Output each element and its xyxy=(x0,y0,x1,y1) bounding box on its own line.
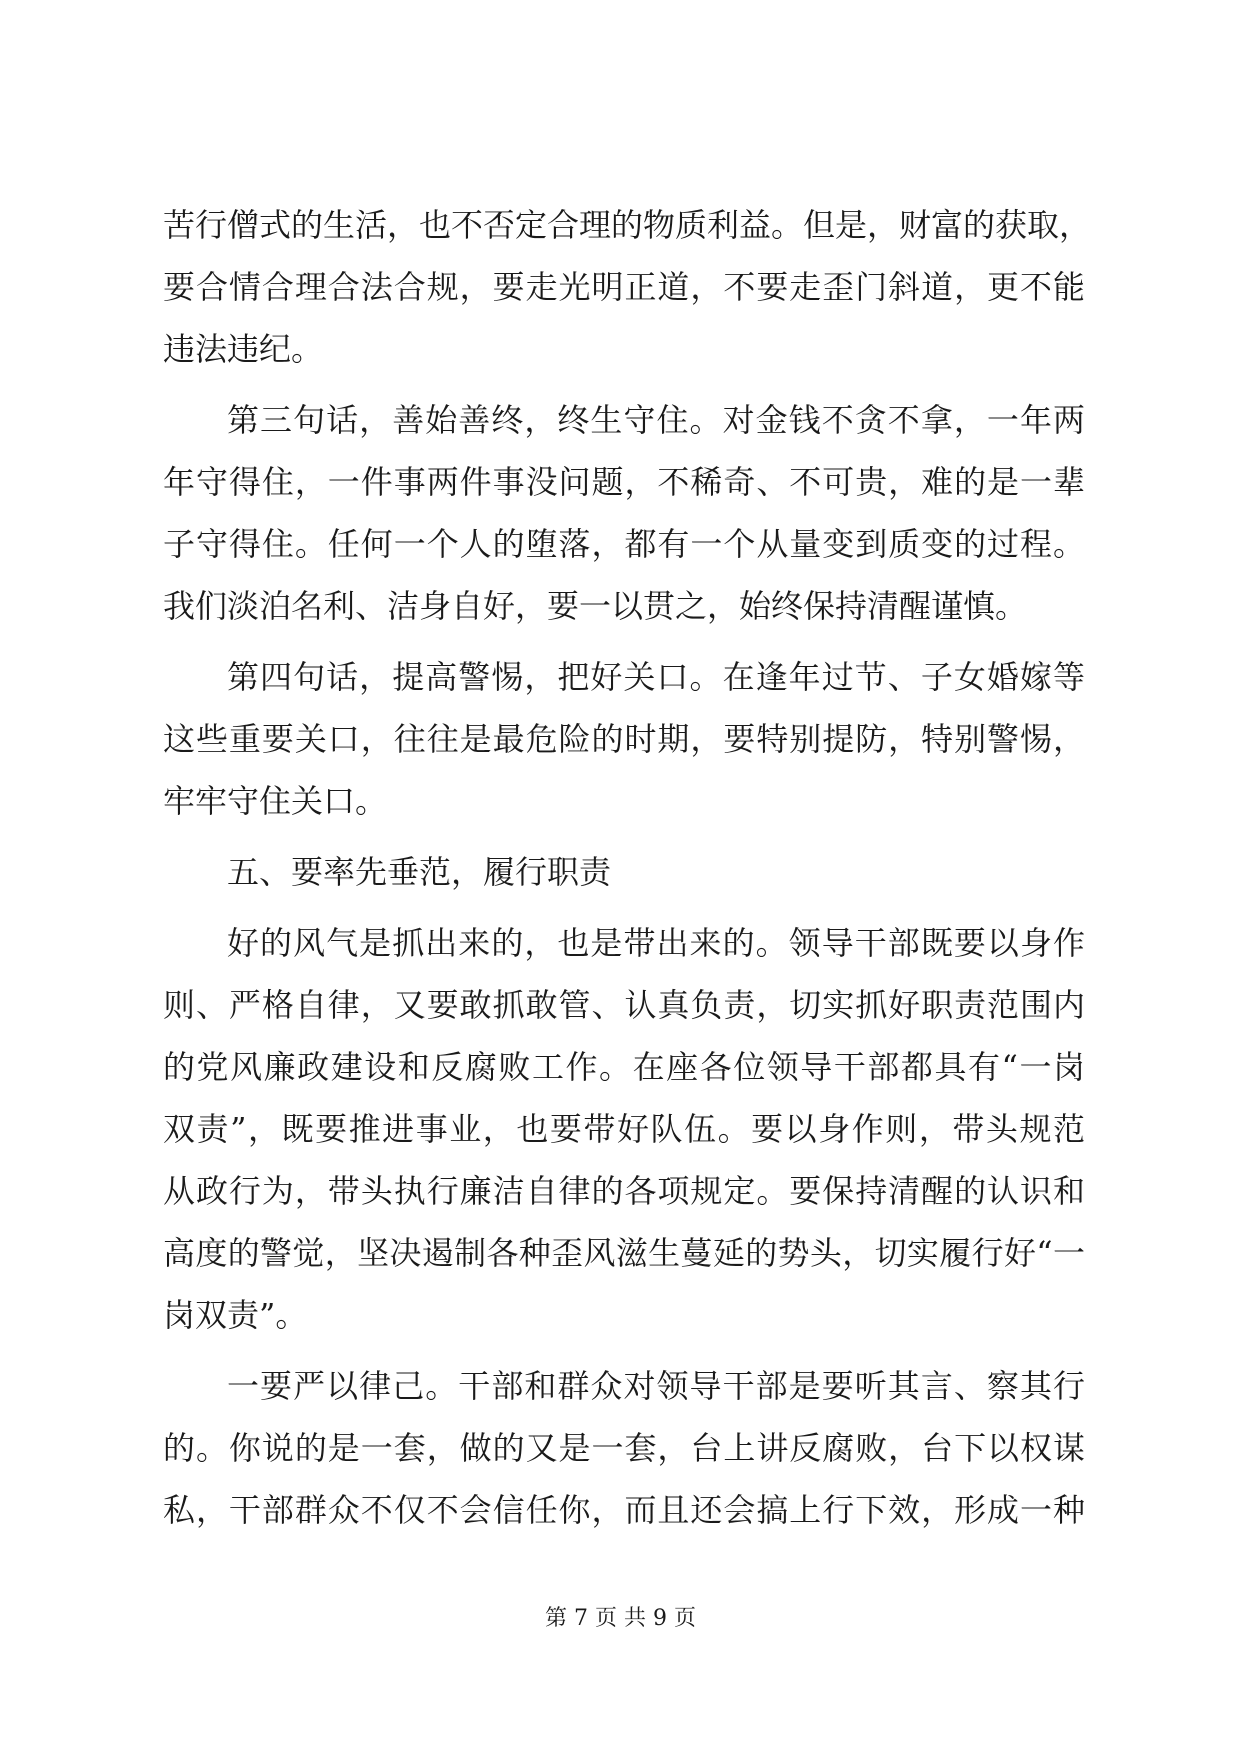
text-line: 违法违纪。 xyxy=(163,330,324,368)
text-line: 的党风廉政建设和反腐败工作。在座各位领导干部都具有“一岗 xyxy=(163,1048,1085,1086)
text-line: 我们淡泊名利、洁身自好，要一以贯之，始终保持清醒谨慎。 xyxy=(163,587,1028,625)
paragraph xyxy=(163,646,1085,832)
page-number-footer: 第 7 页 共 9 页 xyxy=(545,1606,696,1631)
text-line: 苦行僧式的生活，也不否定合理的物质利益。但是，财富的获取， xyxy=(163,206,1092,244)
paragraph xyxy=(163,194,1092,380)
paragraph xyxy=(163,841,1085,903)
text-line: 岗双责”。 xyxy=(163,1296,308,1334)
text-line: 从政行为，带头执行廉洁自律的各项规定。要保持清醒的认识和 xyxy=(163,1172,1085,1210)
text-line: 高度的警觉，坚决遏制各种歪风滋生蔓延的势头，切实履行好“一 xyxy=(163,1234,1085,1272)
text-line: 要合情合理合法合规，要走光明正道，不要走歪门斜道，更不能 xyxy=(163,268,1085,306)
text-line: 一要严以律己。干部和群众对领导干部是要听其言、察其行 xyxy=(227,1367,1085,1405)
text-line: 双责”，既要推进事业，也要带好队伍。要以身作则，带头规范 xyxy=(163,1110,1085,1148)
text-line: 则、严格自律，又要敢抓敢管、认真负责，切实抓好职责范围内 xyxy=(163,986,1085,1024)
text-line: 年守得住，一件事两件事没问题，不稀奇、不可贵，难的是一辈 xyxy=(163,463,1085,501)
text-line: 这些重要关口，往往是最危险的时期，要特别提防，特别警惕， xyxy=(163,720,1085,758)
paragraph xyxy=(163,912,1085,1346)
text-line: 牢牢守住关口。 xyxy=(163,782,388,820)
text-line: 五、要率先垂范，履行职责 xyxy=(227,853,612,891)
text-line: 第三句话，善始善终，终生守住。对金钱不贪不拿，一年两 xyxy=(227,401,1085,439)
text-line: 好的风气是抓出来的，也是带出来的。领导干部既要以身作 xyxy=(227,924,1085,962)
paragraph xyxy=(163,1355,1085,1541)
text-line: 的。你说的是一套，做的又是一套，台上讲反腐败，台下以权谋 xyxy=(163,1429,1085,1467)
document-body xyxy=(163,194,1092,1541)
text-line: 子守得住。任何一个人的堕落，都有一个从量变到质变的过程。 xyxy=(163,525,1085,563)
paragraph xyxy=(163,389,1085,637)
text-line: 第四句话，提高警惕，把好关口。在逢年过节、子女婚嫁等 xyxy=(227,658,1085,696)
text-line: 私，干部群众不仅不会信任你，而且还会搞上行下效，形成一种 xyxy=(163,1491,1085,1529)
